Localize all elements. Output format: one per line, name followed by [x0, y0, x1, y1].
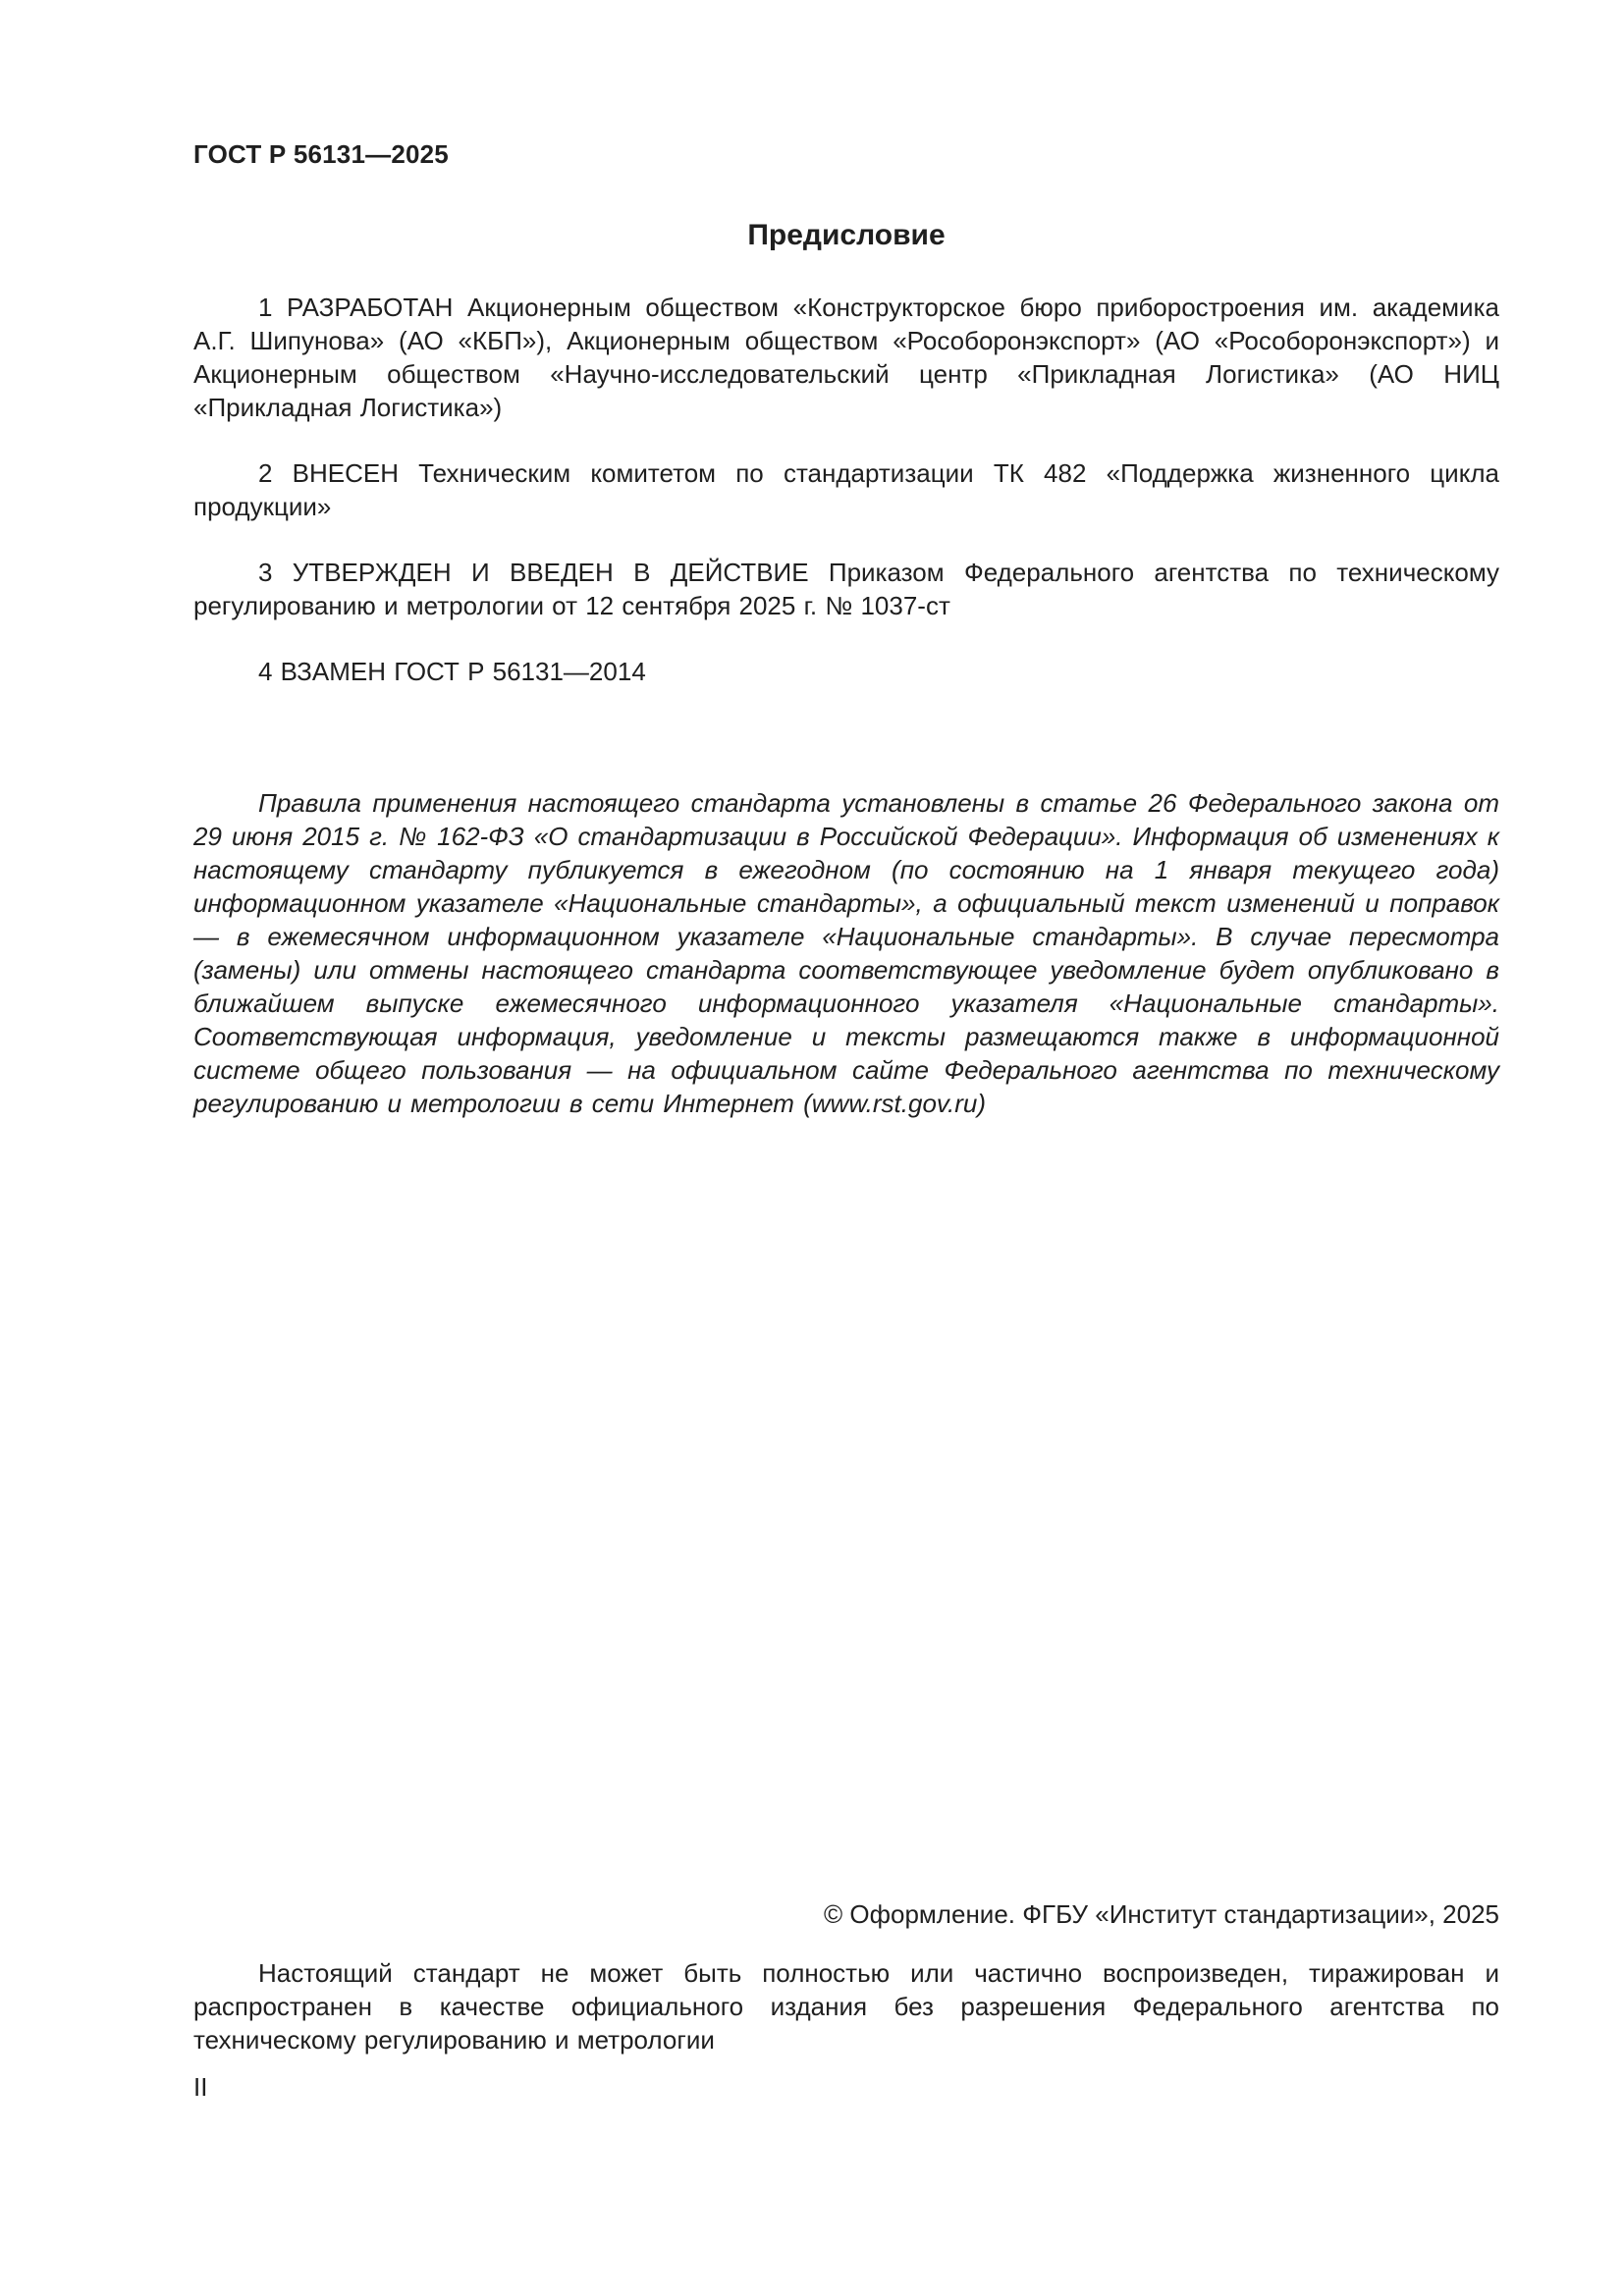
foreword-item-approved: 3 УТВЕРЖДЕН И ВВЕДЕН В ДЕЙСТВИЕ Приказом Федерального агентства по техническому регулированию и метрологии от 12 сентября 2025 г. № 1037-ст	[193, 558, 1499, 620]
legal-application-notice: Правила применения настоящего стандарта установлены в статье 26 Федерального закона от 29 июня 2015 г. № 162-ФЗ «О стандартизации в Российской Федерации». Информация об изменениях к настоящему стандарту публикуется в ежегодном (по состоянию на 1 января текущего года) информационном указателе «Национальные стандарты», а официальный текст изменений и поправок — в ежемесячном информационном указателе «Национальные стандарты». В случае пересмотра (замены) или отмены настоящего стандарта соответствующее уведомление будет опубликовано в ближайшем выпуске ежемесячного информационного указателя «Национальные стандарты». Соответствующая информация, уведомление и тексты размещаются также в информационной системе общего пользования — на официальном сайте Федерального агентства по техническому регулированию и метрологии в сети Интернет (www.rst.gov.ru)	[193, 788, 1499, 1118]
standard-code-header: ГОСТ Р 56131—2025	[193, 139, 449, 169]
blank-space	[193, 1120, 1499, 1897]
foreword-item-replaces: 4 ВЗАМЕН ГОСТ Р 56131—2014	[258, 657, 646, 686]
section-title: Предисловие	[747, 219, 946, 251]
copyright-line: © Оформление. ФГБУ «Институт стандартизации», 2025	[824, 1899, 1499, 1929]
foreword-item-developed: 1 РАЗРАБОТАН Акционерным обществом «Конструкторское бюро приборостроения им. академика А.Г. Шипунова» (АО «КБП»), Акционерным обществом «Рособоронэкспорт» (АО «Рособоронэкспорт») и Акционерным обществом «Научно-исследовательский центр «Прикладная Логистика» (АО НИЦ «Прикладная Логистика»)	[193, 293, 1499, 422]
foreword-item-submitted: 2 ВНЕСЕН Техническим комитетом по стандартизации ТК 482 «Поддержка жизненного цикла продукции»	[193, 458, 1499, 521]
reproduction-restriction-notice: Настоящий стандарт не может быть полностью или частично воспроизведен, тиражирован и распространен в качестве официального издания без разрешения Федерального агентства по техническому регулированию и метрологии	[193, 1958, 1499, 2055]
page-number: II	[193, 2072, 208, 2102]
